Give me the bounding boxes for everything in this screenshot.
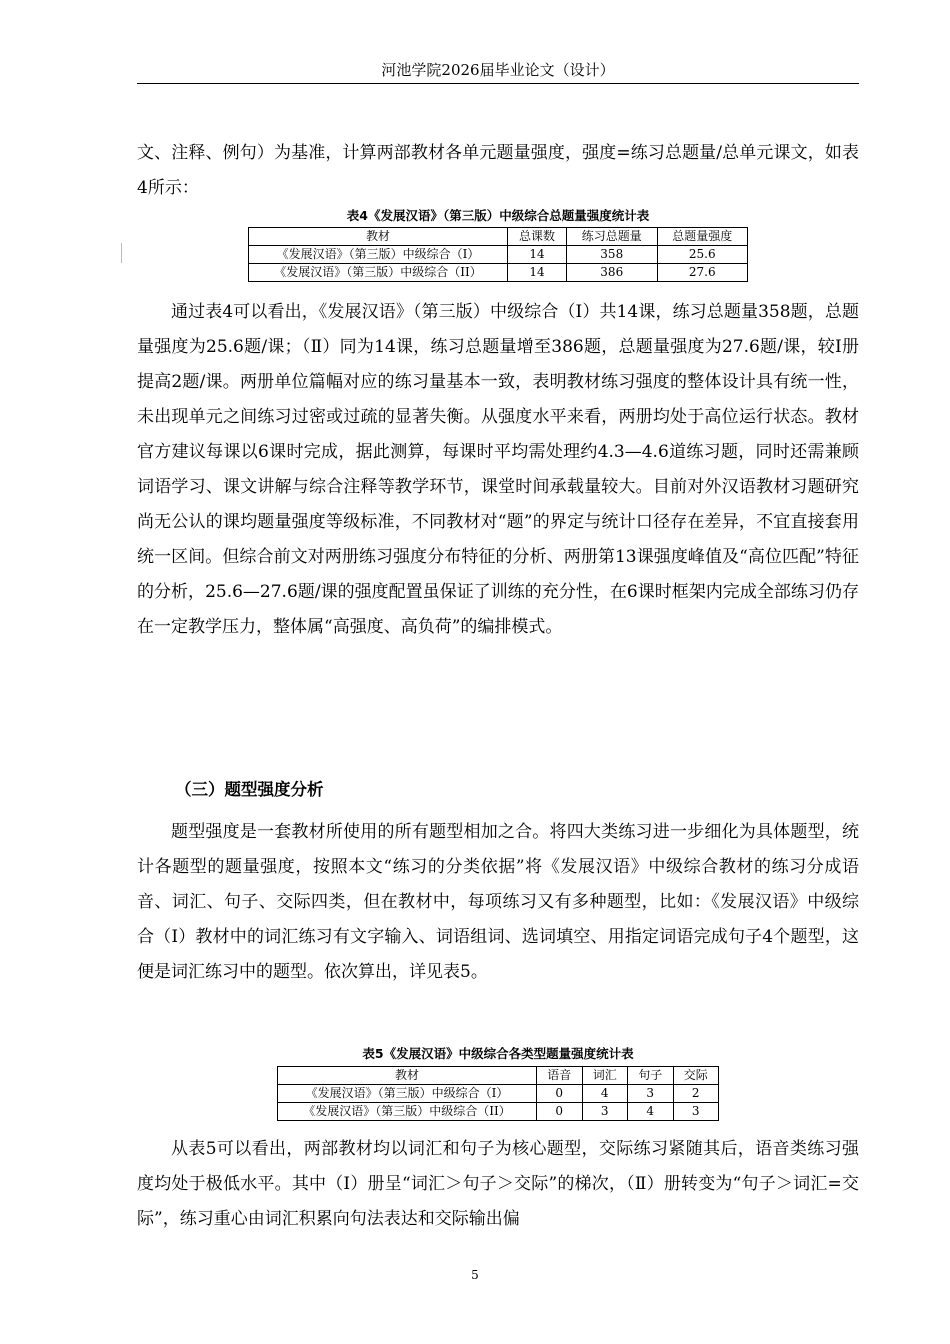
page-number: 5 bbox=[471, 1268, 479, 1282]
running-header: 河池学院2026届毕业论文（设计） bbox=[381, 61, 615, 79]
table-4-caption: 表4《发展汉语》（第三版）中级综合总题量强度统计表 bbox=[346, 208, 650, 223]
table-4-header-cell: 练习总题量 bbox=[567, 228, 657, 246]
table-row bbox=[278, 1103, 719, 1121]
table-cell: 2 bbox=[673, 1085, 719, 1103]
table-cell: 25.6 bbox=[657, 246, 748, 264]
table-5-header-cell: 语音 bbox=[537, 1067, 583, 1085]
table-4-header-row bbox=[249, 228, 748, 246]
table-cell: 3 bbox=[673, 1103, 719, 1121]
table-cell: 《发展汉语》（第三版）中级综合（I） bbox=[249, 246, 508, 264]
paragraph-3: 题型强度是一套教材所使用的所有题型相加之合。将四大类练习进一步细化为具体题型，统计各题型的题量强度，按照本文“练习的分类依据”将《发展汉语》中级综合教材的练习分成语音、词汇、句子、交际四类，但在教材中，每项练习又有多种题型，比如：《发展汉语》中级综合（Ⅰ）教材中的词汇练习有文字输入、词语组词、选词填空、用指定词语完成句子4个题型，这便是词汇练习中的题型。依次算出，详见表5。 bbox=[137, 822, 859, 982]
table-row bbox=[278, 1085, 719, 1103]
table-5-caption: 表5《发展汉语》中级综合各类型题量强度统计表 bbox=[362, 1046, 634, 1061]
table-cell: 14 bbox=[508, 246, 567, 264]
paragraph-4: 从表5可以看出，两部教材均以词汇和句子为核心题型，交际练习紧随其后，语音类练习强度均处于极低水平。其中（Ⅰ）册呈“词汇＞句子＞交际”的梯次，（Ⅱ）册转变为“句子＞词汇=交际”，练习重心由词汇积累向句法表达和交际输出偏 bbox=[137, 1139, 859, 1229]
table-cell: 0 bbox=[537, 1085, 583, 1103]
table-cell: 4 bbox=[582, 1085, 628, 1103]
table-4-header-cell: 总题量强度 bbox=[657, 228, 748, 246]
header-rule bbox=[137, 83, 859, 84]
paragraph-1: 文、注释、例句）为基准，计算两部教材各单元题量强度，强度=练习总题量/总单元课文，如表4所示： bbox=[137, 143, 859, 198]
margin-mark bbox=[121, 243, 122, 263]
table-cell: 386 bbox=[567, 264, 657, 282]
table-4-header-cell: 总课数 bbox=[508, 228, 567, 246]
table-cell: 3 bbox=[628, 1085, 674, 1103]
table-4 bbox=[248, 227, 748, 282]
table-5-header-cell: 词汇 bbox=[582, 1067, 628, 1085]
paragraph-2: 通过表4可以看出，《发展汉语》（第三版）中级综合（Ⅰ）共14课，练习总题量358题，总题量强度为25.6题/课；（Ⅱ）同为14课，练习总题量增至386题，总题量强度为27.6题/课，较Ⅰ册提高2题/课。两册单位篇幅对应的练习量基本一致，表明教材练习强度的整体设计具有统一性，未出现单元之间练习过密或过疏的显著失衡。从强度水平来看，两册均处于高位运行状态。教材官方建议每课以6课时完成，据此测算，每课时平均需处理约4.3—4.6道练习题，同时还需兼顾词语学习、课文讲解与综合注释等教学环节，课堂时间承载量较大。目前对外汉语教材习题研究尚无公认的课均题量强度等级标准，不同教材对“题”的界定与统计口径存在差异，不宜直接套用统一区间。但综合前文对两册练习强度分布特征的分析、两册第13课强度峰值及“高位匹配”特征的分析，25.6—27.6题/课的强度配置虽保证了训练的充分性，在6课时框架内完成全部练习仍存在一定教学压力，整体属“高强度、高负荷”的编排模式。 bbox=[137, 302, 859, 637]
table-cell: 《发展汉语》（第三版）中级综合（II） bbox=[278, 1103, 537, 1121]
table-5-header-cell: 交际 bbox=[673, 1067, 719, 1085]
table-cell: 《发展汉语》（第三版）中级综合（I） bbox=[278, 1085, 537, 1103]
table-cell: 《发展汉语》（第三版）中级综合（II） bbox=[249, 264, 508, 282]
table-row bbox=[249, 264, 748, 282]
table-cell: 3 bbox=[582, 1103, 628, 1121]
table-4-header-cell: 教材 bbox=[249, 228, 508, 246]
table-row bbox=[249, 246, 748, 264]
table-cell: 14 bbox=[508, 264, 567, 282]
table-5 bbox=[277, 1066, 719, 1121]
table-5-header-row bbox=[278, 1067, 719, 1085]
table-cell: 0 bbox=[537, 1103, 583, 1121]
table-cell: 27.6 bbox=[657, 264, 748, 282]
table-5-header-cell: 教材 bbox=[278, 1067, 537, 1085]
section-heading: （三）题型强度分析 bbox=[175, 780, 324, 799]
table-cell: 358 bbox=[567, 246, 657, 264]
table-5-header-cell: 句子 bbox=[628, 1067, 674, 1085]
table-cell: 4 bbox=[628, 1103, 674, 1121]
